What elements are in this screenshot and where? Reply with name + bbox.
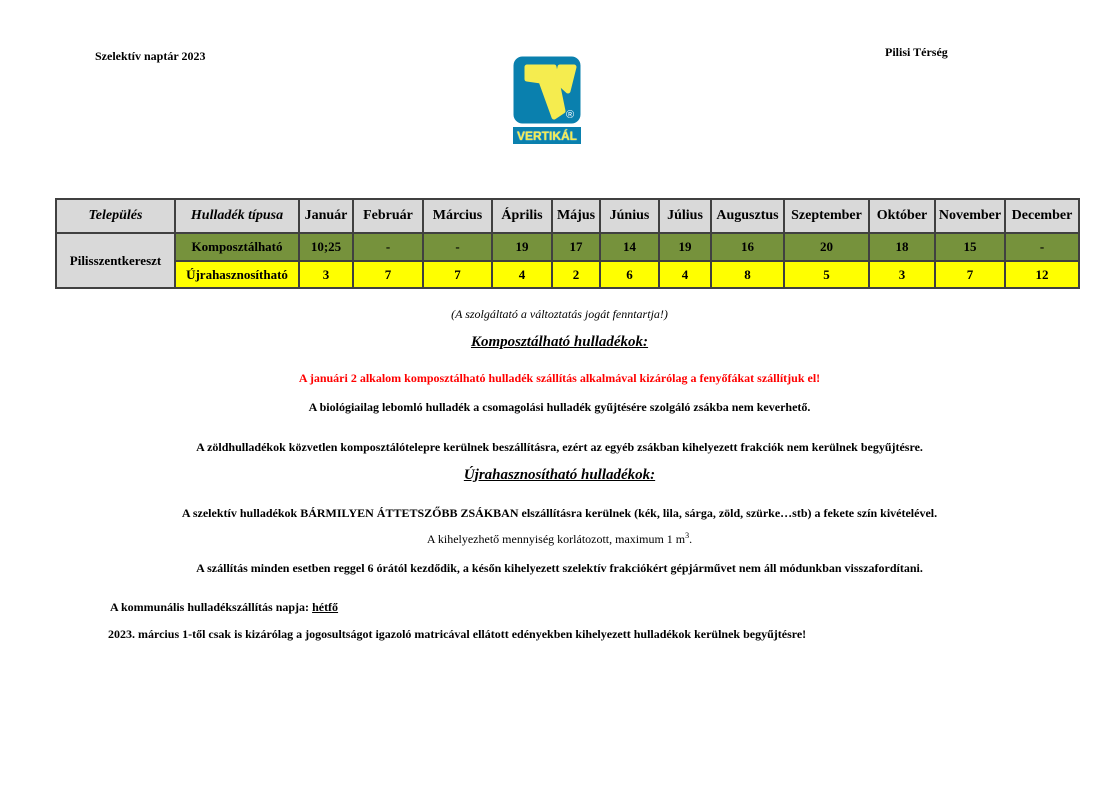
compost-marcius: -: [423, 233, 492, 261]
col-header-julius: Július: [659, 199, 711, 233]
table-row-recyclable: [56, 261, 1079, 288]
recycle-november: 7: [935, 261, 1005, 288]
col-header-aprilis: Április: [492, 199, 552, 233]
col-header-december: December: [1005, 199, 1079, 233]
col-header-junius: Június: [600, 199, 659, 233]
vertikal-wordmark: [513, 127, 581, 144]
compost-junius: 14: [600, 233, 659, 261]
waste-type-recyclable: Újrahasznosítható: [175, 261, 299, 288]
disclaimer-note: (A szolgáltató a változtatás jogát fenntartja!): [451, 307, 668, 321]
vertikal-logo: [513, 56, 581, 144]
recycle-december: 12: [1005, 261, 1079, 288]
compost-januar: 10;25: [299, 233, 353, 261]
col-header-augusztus: Augusztus: [711, 199, 784, 233]
recycle-augusztus: 8: [711, 261, 784, 288]
col-header-szeptember: Szeptember: [784, 199, 869, 233]
col-header-januar: Január: [299, 199, 353, 233]
recycle-majus: 2: [552, 261, 600, 288]
cubic-superscript: 3: [685, 531, 690, 540]
recycle-marcius: 7: [423, 261, 492, 288]
compost-februar: -: [353, 233, 423, 261]
pickup-time-note: A szállítás minden esetben reggel 6 órától kezdődik, a későn kihelyezett szelektív frakciókért gépjárművet nem áll módunkban visszafordítani.: [196, 561, 923, 575]
table-header-row: [56, 199, 1079, 233]
january-warning-note: A januári 2 alkalom komposztálható hulladék szállítás alkalmával kizárólag a fenyőfákat szállítjuk el!: [298, 371, 821, 385]
registered-mark-icon: ®: [565, 109, 575, 121]
recycle-februar: 7: [353, 261, 423, 288]
green-waste-note: A zöldhulladékok közvetlen komposztálótelepre kerülnek beszállításra, ezért az egyéb zsákban kihelyezett frakciók nem kerülnek begyűjtésre.: [196, 440, 923, 454]
recycle-szeptember: 5: [784, 261, 869, 288]
recycle-julius: 4: [659, 261, 711, 288]
township-cell: Pilisszentkereszt: [56, 233, 175, 288]
recycle-januar: 3: [299, 261, 353, 288]
col-header-telepules: Település: [56, 199, 175, 233]
section-title-recyclable: [0, 467, 1119, 484]
col-header-marcius: Március: [423, 199, 492, 233]
collection-calendar-table: [55, 198, 1080, 289]
compost-december: -: [1005, 233, 1079, 261]
compost-november: 15: [935, 233, 1005, 261]
col-header-majus: Május: [552, 199, 600, 233]
recycle-junius: 6: [600, 261, 659, 288]
col-header-hulladek-tipusa: Hulladék típusa: [175, 199, 299, 233]
page-title: Szelektív naptár 2023: [95, 49, 206, 63]
col-header-oktober: Október: [869, 199, 935, 233]
compost-oktober: 18: [869, 233, 935, 261]
section-title-compostable: [0, 334, 1119, 351]
section-title-recyclable-text: Újrahasznosítható hulladékok:: [463, 467, 656, 483]
max-quantity-note: [0, 531, 1119, 547]
compost-julius: 19: [659, 233, 711, 261]
compost-aprilis: 19: [492, 233, 552, 261]
communal-day-value: hétfő: [312, 600, 339, 614]
recycle-oktober: 3: [869, 261, 935, 288]
region-title: Pilisi Térség: [885, 45, 948, 59]
waste-type-compostable: Komposztálható: [175, 233, 299, 261]
communal-day-prefix: A kommunális hulladékszállítás napja:: [110, 600, 313, 614]
max-quantity-suffix: .: [689, 532, 693, 546]
sticker-requirement-note: 2023. március 1-től csak is kizárólag a jogosultságot igazoló matricával ellátott edényekben kihelyezett hulladékok kerülnek begyűjtésre!: [108, 627, 807, 641]
col-header-november: November: [935, 199, 1005, 233]
col-header-februar: Február: [353, 199, 423, 233]
compost-majus: 17: [552, 233, 600, 261]
compost-augusztus: 16: [711, 233, 784, 261]
table-row-compostable: [56, 233, 1079, 261]
bio-waste-note: A biológiailag lebomló hulladék a csomagolási hulladék gyűjtésére szolgáló zsákba nem keverhető.: [308, 400, 811, 414]
compost-szeptember: 20: [784, 233, 869, 261]
vertikal-brand-text: VERTIKÁL: [517, 128, 577, 143]
max-quantity-prefix: A kihelyezhető mennyiség korlátozott, maximum 1 m: [426, 532, 686, 546]
selective-bags-note: A szelektív hulladékok BÁRMILYEN ÁTTETSZŐBB ZSÁKBAN elszállításra kerülnek (kék, lila, sárga, zöld, szürke…stb) a fekete szín kivételével.: [181, 506, 938, 520]
communal-day-note: [110, 600, 338, 615]
recycle-aprilis: 4: [492, 261, 552, 288]
vertikal-v-icon: [513, 56, 581, 124]
section-title-compostable-text: Komposztálható hulladékok:: [470, 334, 649, 350]
